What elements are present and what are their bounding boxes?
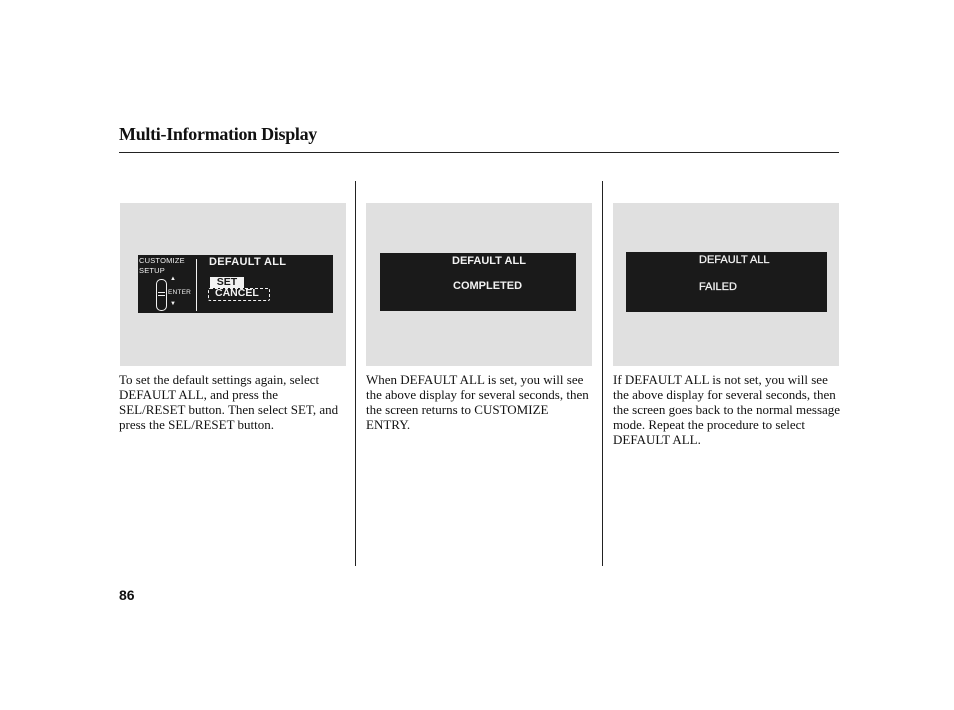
page-number: 86: [119, 587, 135, 603]
screen-separator: [196, 259, 197, 311]
display-screen-failed: [626, 252, 827, 312]
display-panel-2: [366, 203, 592, 366]
display-panel-3: [613, 203, 839, 366]
column-divider-1: [355, 181, 356, 566]
display-panel-1: [120, 203, 346, 366]
customize-label: CUSTOMIZE: [139, 256, 185, 265]
default-all-label: DEFAULT ALL: [452, 255, 526, 267]
arrow-down-icon: ▼: [170, 301, 176, 307]
display-screen-customize: [138, 255, 333, 313]
enter-label: ENTER: [168, 289, 192, 296]
cancel-option-label: CANCEL: [215, 287, 259, 299]
failed-label: FAILED: [699, 281, 737, 293]
completed-label: COMPLETED: [453, 280, 523, 292]
caption-column-2: When DEFAULT ALL is set, you will see the above display for several seconds, then the screen returns to CUSTOMIZE ENTRY.: [366, 372, 589, 432]
page-title: Multi-Information Display: [119, 124, 318, 144]
column-divider-2: [602, 181, 603, 566]
arrow-up-icon: ▲: [170, 276, 176, 282]
set-option-label: SET: [216, 276, 238, 288]
default-all-label: DEFAULT ALL: [209, 256, 287, 268]
caption-column-3: If DEFAULT ALL is not set, you will see the above display for several seconds, then the screen goes back to the normal message mode. Repeat the procedure to select DEFAULT ALL.: [613, 372, 841, 447]
setup-label: SETUP: [139, 266, 166, 275]
caption-column-1: To set the default settings again, select DEFAULT ALL, and press the SEL/RESET button. Then select SET, and press the SEL/RESET button.: [119, 372, 339, 432]
default-all-label: DEFAULT ALL: [699, 254, 770, 266]
title-rule: [119, 152, 839, 153]
display-screen-completed: [380, 253, 576, 311]
selector-knob-icon: [156, 279, 167, 311]
